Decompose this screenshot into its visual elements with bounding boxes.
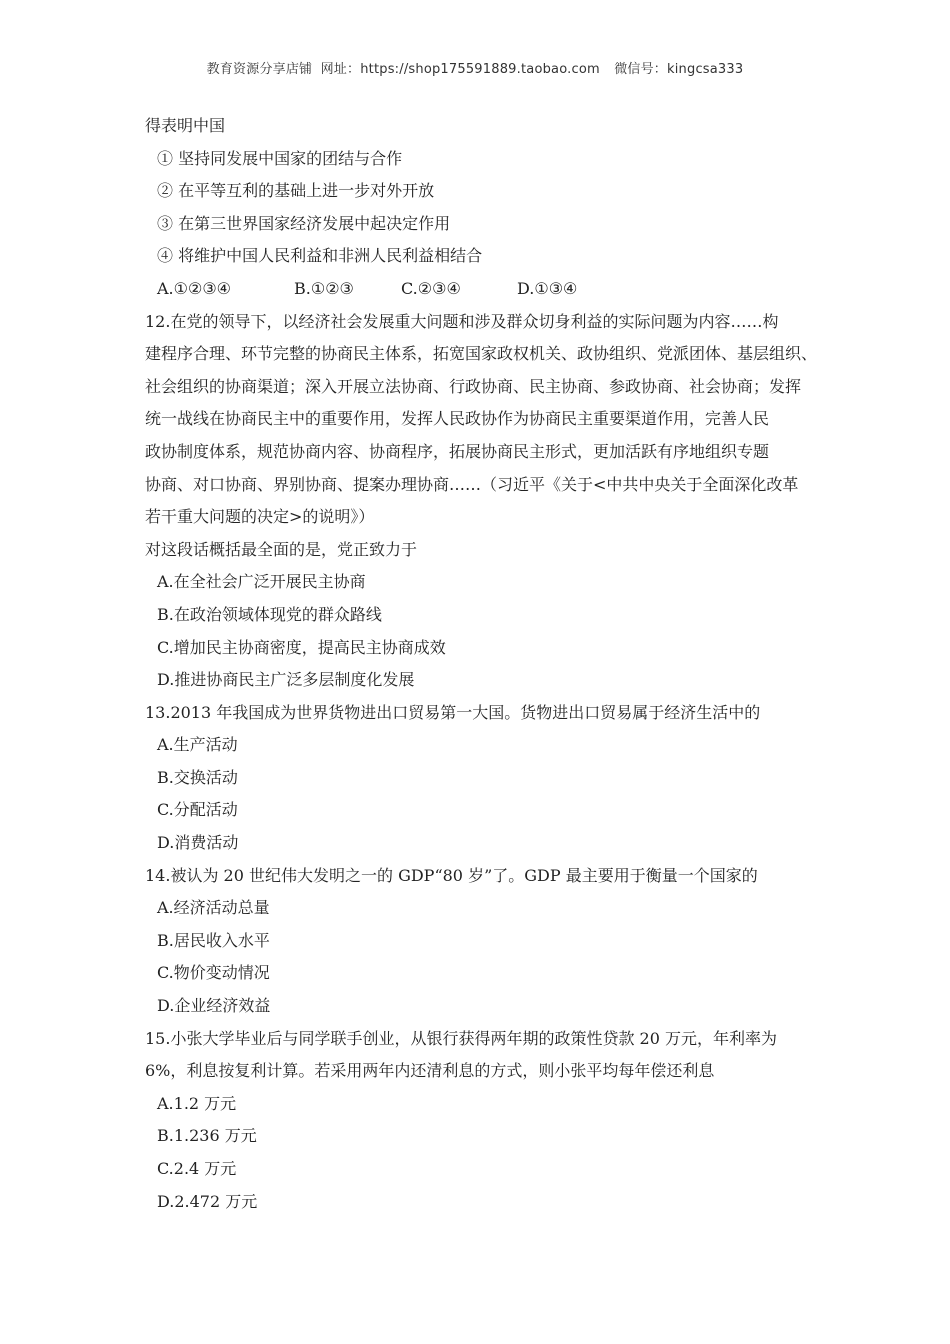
- q14-option-a: A.经济活动总量: [157, 898, 270, 918]
- q11-stem-tail: 得表明中国: [145, 116, 226, 135]
- q11-option-a: A.①②③④: [157, 278, 232, 298]
- q13-option-a: A.生产活动: [157, 735, 238, 755]
- q12-option-a: A.在全社会广泛开展民主协商: [157, 572, 366, 592]
- q13-option-b: B.交换活动: [157, 767, 238, 787]
- q12-line-6: 协商、对口协商、界别协商、提案办理协商……（习近平《关于<中共中央关于全面深化改革: [145, 474, 799, 494]
- q13-option-c: C.分配活动: [157, 800, 238, 820]
- q12-line-5: 政协制度体系，规范协商内容、协商程序，拓展协商民主形式，更加活跃有序地组织专题: [145, 441, 770, 461]
- q15-option-d: D.2.472 万元: [157, 1191, 258, 1211]
- q14-option-b: B.居民收入水平: [157, 930, 270, 950]
- page-header: [0, 58, 950, 77]
- q11-item-1: ① 坚持同发展中国家的团结与合作: [157, 148, 403, 168]
- q12-option-c: C.增加民主协商密度，提高民主协商成效: [157, 637, 446, 657]
- q13-option-d: D.消费活动: [157, 833, 239, 853]
- q12-line-3: 社会组织的协商渠道；深入开展立法协商、行政协商、民主协商、参政协商、社会协商；发挥: [145, 376, 802, 396]
- q12-option-b: B.在政治领域体现党的群众路线: [157, 604, 382, 624]
- document-body: [145, 110, 825, 1218]
- q11-option-c: C.②③④: [401, 278, 461, 298]
- q14-option-d: D.企业经济效益: [157, 996, 271, 1016]
- url-label: 网址：: [320, 62, 361, 77]
- q12-line-7: 若干重大问题的决定>的说明》）: [145, 507, 375, 527]
- q11-option-b: B.①②③: [294, 278, 354, 298]
- q12-option-d: D.推进协商民主广泛多层制度化发展: [157, 670, 415, 690]
- q15-line-2: 6%，利息按复利计算。若采用两年内还清利息的方式，则小张平均每年偿还利息: [145, 1061, 715, 1081]
- q14-option-c: C.物价变动情况: [157, 963, 270, 983]
- shop-name: 教育资源分享店铺: [206, 62, 313, 77]
- q11-option-d: D.①③④: [517, 278, 578, 298]
- wechat-label: 微信号：: [614, 62, 668, 77]
- q14-stem: 14.被认为 20 世纪伟大发明之一的 GDP“80 岁”了。GDP 最主要用于衡量一个国家的: [145, 865, 758, 885]
- q11-item-3: ③ 在第三世界国家经济发展中起决定作用: [157, 213, 451, 233]
- q12-question: 对这段话概括最全面的是，党正致力于: [145, 539, 418, 559]
- q12-line-4: 统一战线在协商民主中的重要作用，发挥人民政协作为协商民主重要渠道作用，完善人民: [145, 409, 770, 429]
- q12-line-1: 12.在党的领导下，以经济社会发展重大问题和涉及群众切身利益的实际问题为内容……构: [145, 311, 779, 331]
- q12-line-2: 建程序合理、环节完整的协商民主体系，拓宽国家政权机关、政协组织、党派团体、基层组织、: [145, 344, 818, 364]
- q13-stem: 13.2013 年我国成为世界货物进出口贸易第一大国。货物进出口贸易属于经济生活中的: [145, 702, 761, 722]
- q15-option-a: A.1.2 万元: [157, 1093, 237, 1113]
- q15-option-b: B.1.236 万元: [157, 1126, 257, 1146]
- q11-item-2: ② 在平等互利的基础上进一步对外开放: [157, 181, 435, 201]
- q15-option-c: C.2.4 万元: [157, 1159, 237, 1178]
- wechat-id: kingcsa333: [667, 62, 744, 77]
- q11-options: [145, 273, 825, 306]
- q15-line-1: 15.小张大学毕业后与同学联手创业，从银行获得两年期的政策性贷款 20 万元，年利率为: [145, 1028, 777, 1048]
- shop-url: https://shop175591889.taobao.com: [360, 62, 600, 77]
- q11-item-4: ④ 将维护中国人民利益和非洲人民利益相结合: [157, 246, 483, 266]
